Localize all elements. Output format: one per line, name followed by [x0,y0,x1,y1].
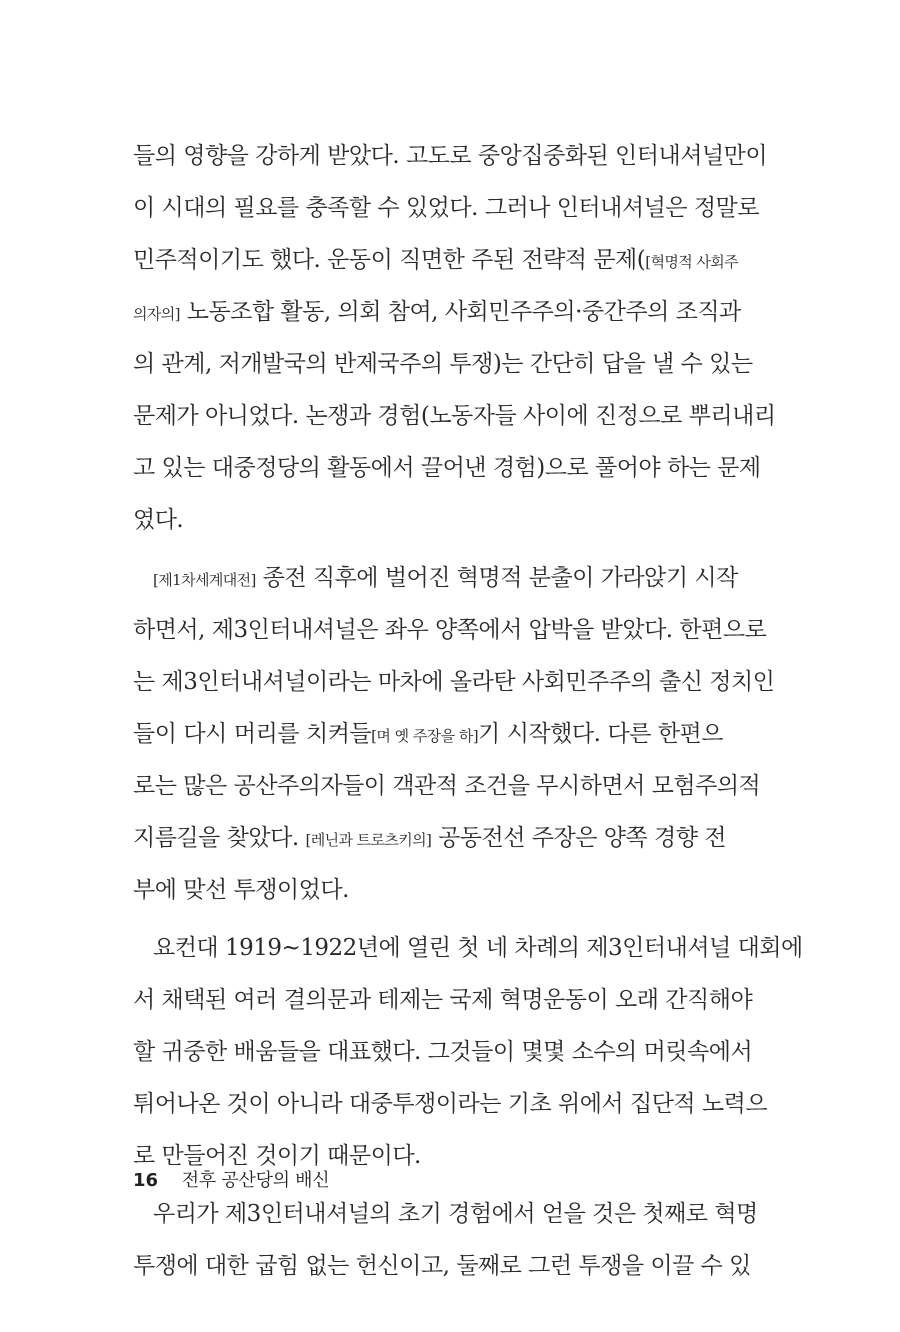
text-line: 지름길을 찾았다. [레닌과 트로츠키의] 공동전선 주장은 양쪽 경향 전 [133,825,726,851]
text-line: 로 만들어진 것이기 때문이다. [133,1143,421,1169]
text-line: 부에 맞선 투쟁이었다. [133,877,349,903]
page-number: 16 [133,1170,159,1191]
text-line: [제1차세계대전] 종전 직후에 벌어진 혁명적 분출이 가라앉기 시작 [153,565,738,591]
text-line: 요컨대 1919~1922년에 열린 첫 네 차례의 제3인터내셔널 대회에 [153,935,803,961]
text-line: 는 제3인터내셔널이라는 마차에 올라탄 사회민주주의 출신 정치인 [133,669,775,695]
text-line: 들이 다시 머리를 치켜들[며 옛 주장을 하]기 시작했다. 다른 한편으 [133,721,723,747]
paragraph [133,1188,758,1292]
body-text [133,130,803,1292]
editor-insertion: [혁명적 사회주 [645,253,738,271]
text-line: 고 있는 대중정당의 활동에서 끌어낸 경험)으로 풀어야 하는 문제 [133,455,761,481]
text-line: 할 귀중한 배움들을 대표했다. 그것들이 몇몇 소수의 머릿속에서 [133,1039,753,1065]
text-line: 튀어나온 것이 아니라 대중투쟁이라는 기초 위에서 집단적 노력으 [133,1091,768,1117]
editor-insertion: [제1차세계대전] [153,571,256,589]
paragraph [133,552,775,916]
text-line: 의자의] 노동조합 활동, 의회 참여, 사회민주주의·중간주의 조직과 [133,299,741,325]
text-line: 문제가 아니었다. 논쟁과 경험(노동자들 사이에 진정으로 뿌리내리 [133,403,776,429]
editor-insertion: [레닌과 트로츠키의] [305,831,432,849]
text-line: 들의 영향을 강하게 받았다. 고도로 중앙집중화된 인터내셔널만이 [133,143,768,169]
text-line: 였다. [133,507,184,533]
running-title: 전후 공산당의 배신 [181,1170,330,1191]
text-line: 민주적이기도 했다. 운동이 직면한 주된 전략적 문제([혁명적 사회주 [133,247,738,273]
text-line: 서 채택된 여러 결의문과 테제는 국제 혁명운동이 오래 간직해야 [133,987,753,1013]
text-line: 로는 많은 공산주의자들이 객관적 조건을 무시하면서 모험주의적 [133,773,761,799]
paragraph [133,130,776,546]
editor-insertion: [며 옛 주장을 하] [371,727,479,745]
text-line: 하면서, 제3인터내셔널은 좌우 양쪽에서 압박을 받았다. 한편으로 [133,617,767,643]
editor-insertion: 의자의] [133,305,180,323]
text-line: 의 관계, 저개발국의 반제국주의 투쟁)는 간단히 답을 낼 수 있는 [133,351,753,377]
text-line: 우리가 제3인터내셔널의 초기 경험에서 얻을 것은 첫째로 혁명 [153,1201,758,1227]
text-line: 이 시대의 필요를 충족할 수 있었다. 그러나 인터내셔널은 정말로 [133,195,759,221]
page-footer [133,1166,329,1192]
text-line: 투쟁에 대한 굽힘 없는 헌신이고, 둘째로 그런 투쟁을 이끌 수 있 [133,1253,751,1279]
paragraph [133,922,803,1182]
